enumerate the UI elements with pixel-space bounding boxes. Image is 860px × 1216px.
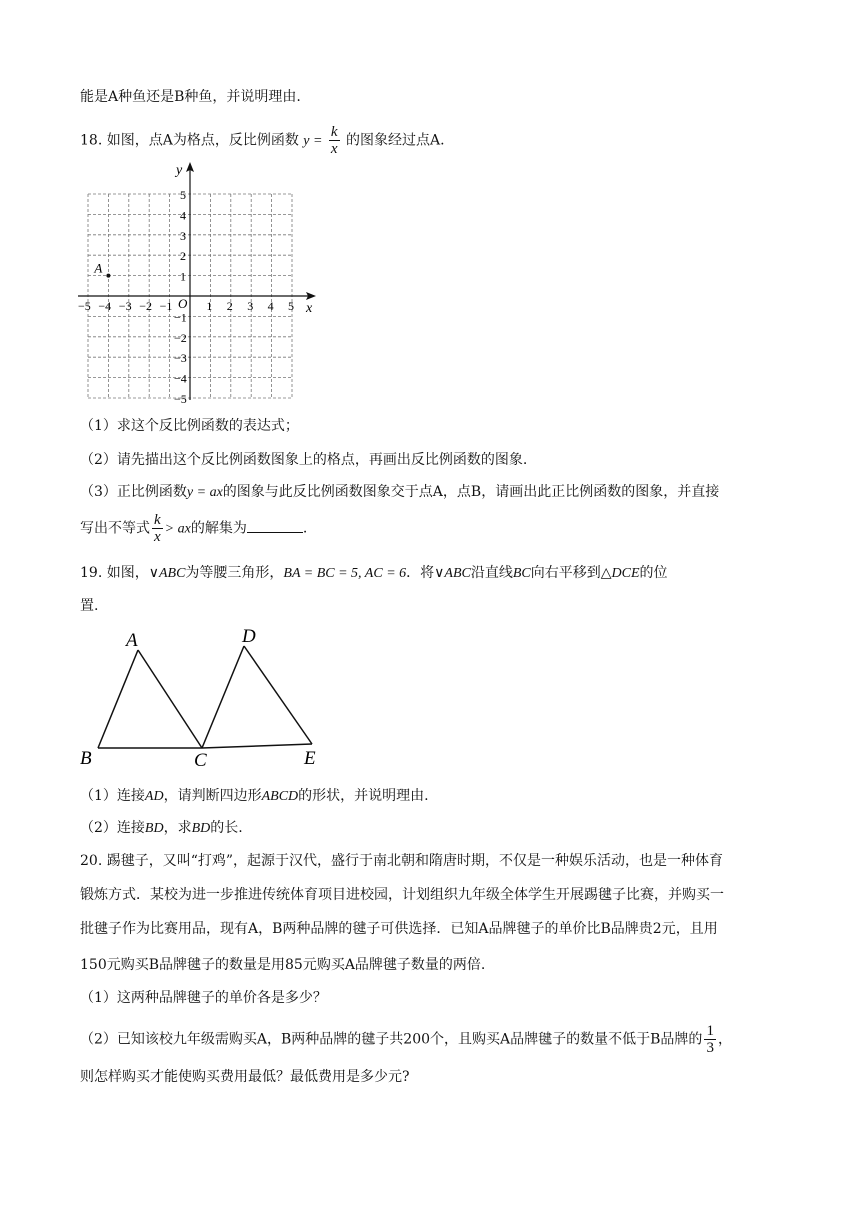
q19-stem-line2: 置. bbox=[80, 598, 99, 614]
q19-bc: BC bbox=[512, 566, 531, 581]
q20-line4: 150元购买B品牌毽子的数量是用85元购买A品牌毽子数量的两倍. bbox=[80, 957, 486, 973]
q19-stem-b: 为等腰三角形， bbox=[185, 565, 284, 581]
q18-p3-fraction bbox=[152, 512, 163, 545]
y-tick-label: 2 bbox=[180, 249, 186, 264]
q18-number: 18. bbox=[80, 132, 103, 149]
q18-y-eq: y = bbox=[303, 133, 323, 149]
q19-abc-2: ABC bbox=[444, 566, 471, 581]
q19-part2 bbox=[80, 819, 243, 838]
q18-p3-b: 的图象与此反比例函数图象交于点A，点B，请画出此正比例函数的图象，并直接 bbox=[222, 484, 720, 500]
q20-line3: 批毽子作为比赛用品，现有A，B两种品牌的毽子可供选择．已知A品牌毽子的单价比B品牌贵2元，且用 bbox=[80, 921, 718, 937]
q19-stem-line1 bbox=[80, 564, 668, 583]
q19-p2-bd-2: BD bbox=[191, 821, 211, 836]
label-a: A bbox=[126, 630, 138, 651]
x-tick-label: 4 bbox=[267, 299, 274, 313]
label-b: B bbox=[80, 748, 92, 769]
label-c: C bbox=[194, 750, 207, 771]
q19-p1-b: ，请判断四边形 bbox=[163, 788, 262, 804]
origin-label: O bbox=[178, 296, 188, 311]
q19-p1-a: （1）连接 bbox=[80, 788, 145, 804]
q18-part1: （1）求这个反比例函数的表达式； bbox=[80, 418, 299, 434]
y-tick-label: −2 bbox=[174, 330, 187, 345]
y-tick-label: 4 bbox=[180, 208, 186, 223]
q19-stem-f: 的位 bbox=[639, 565, 668, 581]
q20-part1: （1）这两种品牌毽子的单价各是多少？ bbox=[80, 990, 327, 1006]
q18-stem-b: 的图象经过点A. bbox=[346, 132, 445, 149]
q19-p1-ad: AD bbox=[144, 789, 164, 804]
x-tick-label: 5 bbox=[288, 299, 294, 313]
x-axis-label: x bbox=[306, 301, 313, 316]
q19-cond: BA = BC = 5, AC = 6 bbox=[283, 566, 407, 581]
q20-fraction bbox=[704, 1023, 716, 1056]
label-d: D bbox=[242, 626, 256, 647]
q19-p2-c: 的长. bbox=[210, 820, 243, 836]
q20-part2-line1 bbox=[80, 1023, 732, 1056]
y-tick-label: 5 bbox=[180, 188, 186, 202]
segment-ac bbox=[138, 650, 202, 748]
q18-p3-frac-k: k bbox=[154, 512, 161, 528]
q19-dce: DCE bbox=[611, 566, 640, 581]
y-tick-label: 1 bbox=[180, 269, 186, 284]
q19-stem-e: 向右平移到△ bbox=[530, 565, 612, 581]
q18-p3-eq: y = ax bbox=[186, 485, 223, 500]
segment-de bbox=[244, 646, 312, 744]
q19-stem-d: 沿直线 bbox=[470, 565, 513, 581]
q19-p1-c: 的形状，并说明理由. bbox=[298, 788, 429, 804]
x-tick-label: 2 bbox=[226, 299, 233, 313]
y-tick-label: −3 bbox=[174, 351, 187, 366]
y-tick-label: −4 bbox=[174, 371, 187, 386]
q18-p3-e: . bbox=[302, 520, 308, 537]
q18-part2: （2）请先描出这个反比例函数图象上的格点，再画出反比例函数的图象. bbox=[80, 452, 528, 468]
q18-p3-ineq: > ax bbox=[164, 521, 191, 537]
q20-frac-den: 3 bbox=[706, 1040, 714, 1056]
x-tick-label: −4 bbox=[98, 299, 112, 313]
y-axis-label: y bbox=[176, 163, 183, 178]
q19-triangle-figure bbox=[76, 622, 336, 772]
q18-p3-d: 的解集为 bbox=[190, 520, 247, 537]
q19-stem-a: 如图，∨ bbox=[106, 565, 159, 581]
x-tick-label: −3 bbox=[118, 299, 132, 313]
answer-blank bbox=[247, 518, 303, 533]
segment-ce bbox=[202, 744, 312, 748]
q19-p1-abcd: ABCD bbox=[261, 789, 299, 804]
q18-p3-a: （3）正比例函数 bbox=[80, 484, 187, 500]
q20-p2-b: ， bbox=[717, 1031, 732, 1048]
q19-stem-c: ．将∨ bbox=[406, 565, 445, 581]
q19-p2-b: ，求 bbox=[163, 820, 192, 836]
q18-part3-line1 bbox=[80, 483, 719, 502]
x-tick-label: −1 bbox=[159, 299, 173, 313]
segment-ab bbox=[98, 650, 138, 748]
y-tick-label: 3 bbox=[180, 228, 186, 243]
q18-p3-c: 写出不等式 bbox=[80, 520, 150, 537]
q18-stem bbox=[80, 124, 445, 157]
x-tick-label: 1 bbox=[206, 299, 213, 313]
x-tick-label: −5 bbox=[78, 299, 91, 313]
q20-line1: 20. 踢毽子，又叫“打鸡”，起源于汉代，盛行于南北朝和隋唐时期，不仅是一种娱乐活动，也是一种体育 bbox=[80, 853, 724, 869]
label-e: E bbox=[304, 748, 316, 769]
q18-p3-frac-x: x bbox=[154, 529, 161, 545]
x-tick-label: 3 bbox=[247, 299, 254, 313]
q19-number: 19. bbox=[80, 565, 103, 581]
q20-frac-num: 1 bbox=[706, 1023, 714, 1039]
q18-fraction bbox=[329, 124, 340, 157]
q18-part3-line2 bbox=[80, 512, 307, 545]
q20-line2: 锻炼方式．某校为进一步推进传统体育项目进校园，计划组织九年级全体学生开展踢毽子比赛，并购买一 bbox=[80, 887, 724, 903]
q20-p2-a: （2）已知该校九年级需购买A，B两种品牌的毽子共200个，且购买A品牌毽子的数量不低于B品牌的 bbox=[80, 1031, 703, 1048]
q17-tail-text: 能是A种鱼还是B种鱼，并说明理由. bbox=[80, 89, 301, 105]
q18-coordinate-grid bbox=[76, 156, 326, 406]
q19-abc: ABC bbox=[158, 566, 186, 581]
point-a-label: A bbox=[94, 260, 103, 276]
q18-frac-x: x bbox=[330, 141, 338, 157]
x-tick-label: −2 bbox=[139, 299, 152, 313]
q18-stem-a: 如图，点A为格点，反比例函数 bbox=[106, 132, 299, 149]
y-tick-label: −5 bbox=[174, 392, 187, 406]
q19-p2-bd: BD bbox=[144, 821, 164, 836]
point-a bbox=[106, 274, 110, 278]
segment-dc bbox=[202, 646, 244, 748]
q18-frac-k: k bbox=[330, 124, 338, 140]
y-tick-label: −1 bbox=[174, 310, 187, 325]
q19-p2-a: （2）连接 bbox=[80, 820, 145, 836]
q20-part2-line2: 则怎样购买才能使购买费用最低？最低费用是多少元? bbox=[80, 1069, 410, 1085]
q19-part1 bbox=[80, 787, 429, 806]
